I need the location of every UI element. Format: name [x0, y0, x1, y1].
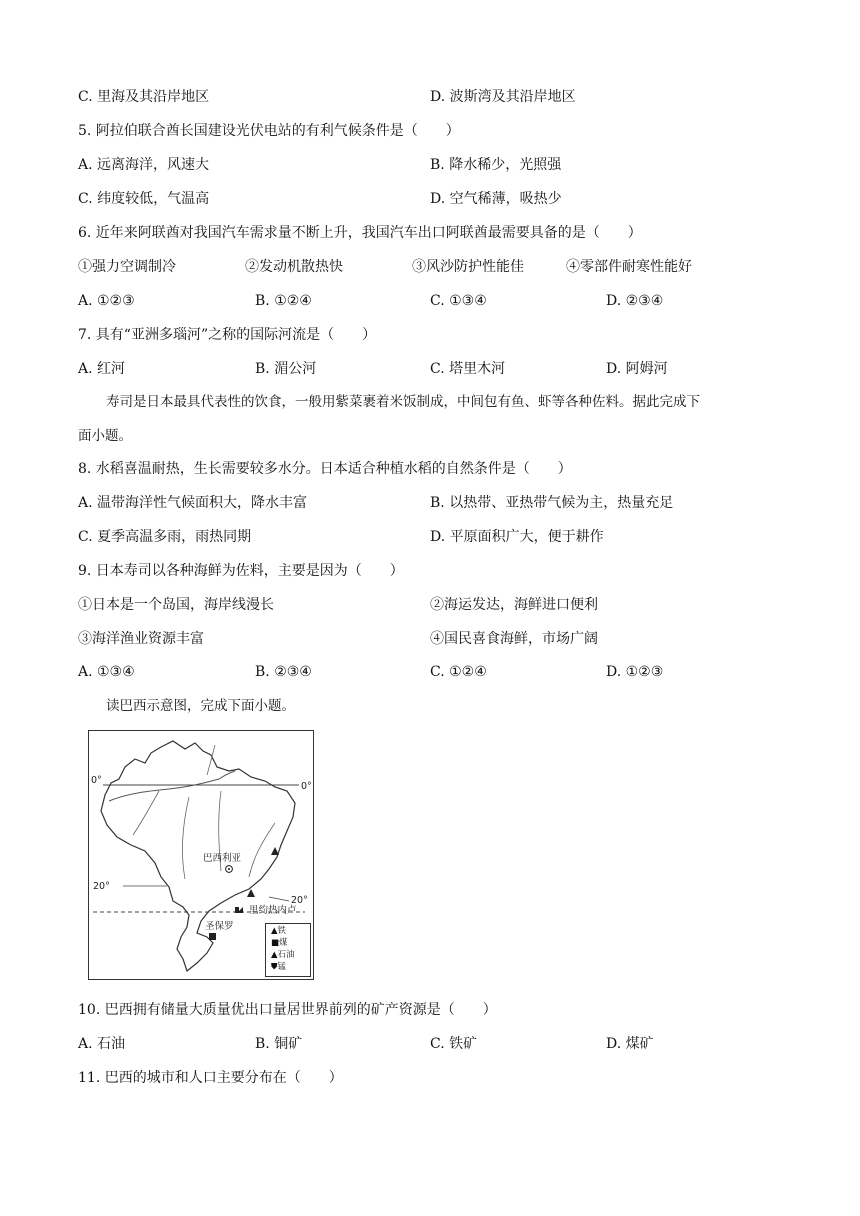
q4-option-c: C. 里海及其沿岸地区 — [78, 89, 210, 105]
oil-deposit-icon — [271, 847, 279, 855]
q9-option-b: B. ②③④ — [255, 664, 312, 680]
q4-option-d: D. 波斯湾及其沿岸地区 — [430, 89, 576, 105]
equator-label-left: 0° — [91, 775, 102, 786]
sao-francisco-river — [249, 823, 275, 877]
manganese-deposit-icon — [235, 907, 243, 913]
q6-item-2: ②发动机散热快 — [245, 259, 343, 275]
city-label-brasilia: 巴西利亚 — [203, 853, 242, 864]
q9-option-d: D. ①②③ — [606, 664, 664, 680]
q10-option-a: A. 石油 — [78, 1036, 126, 1052]
legend-manganese-icon: ⛊ — [271, 962, 278, 972]
equator-label-right: 0° — [301, 781, 312, 792]
brazil-map — [88, 730, 314, 980]
question-10-stem: 10. 巴西拥有储量大质量优出口量居世界前列的矿产资源是（ ） — [78, 1002, 497, 1018]
q7-option-b: B. 湄公河 — [255, 361, 317, 377]
q8-option-b: B. 以热带、亚热带气候为主，热量充足 — [430, 495, 674, 511]
q6-option-c: C. ①③④ — [430, 293, 487, 309]
latitude-20-label-left: 20° — [93, 881, 110, 892]
q9-option-a: A. ①③④ — [78, 664, 135, 680]
brasilia-capital-dot — [228, 868, 230, 870]
q5-option-b: B. 降水稀少，光照强 — [430, 157, 562, 173]
q6-option-a: A. ①②③ — [78, 293, 135, 309]
legend-item-iron: ▲铁 — [271, 926, 287, 936]
q6-option-b: B. ①②④ — [255, 293, 312, 309]
q7-option-c: C. 塔里木河 — [430, 361, 506, 377]
tributary-2 — [182, 797, 189, 879]
q5-option-d: D. 空气稀薄，吸热少 — [430, 191, 562, 207]
q10-option-b: B. 铜矿 — [255, 1036, 303, 1052]
q8-option-c: C. 夏季高温多雨，雨热同期 — [78, 529, 252, 545]
question-5-stem: 5. 阿拉伯联合酋长国建设光伏电站的有利气候条件是（ ） — [78, 123, 460, 139]
q6-item-1: ①强力空调制冷 — [78, 259, 176, 275]
question-8-stem: 8. 水稻喜温耐热，生长需要较多水分。日本适合种植水稻的自然条件是（ ） — [78, 461, 572, 477]
q6-option-d: D. ②③④ — [606, 293, 664, 309]
q7-option-a: A. 红河 — [78, 361, 126, 377]
legend-iron-icon: ▲ — [271, 926, 278, 936]
amazon-river — [109, 771, 235, 801]
question-11-stem: 11. 巴西的城市和人口主要分布在（ ） — [78, 1070, 343, 1086]
q6-item-4: ④零部件耐寒性能好 — [566, 259, 692, 275]
q10-option-c: C. 铁矿 — [430, 1036, 478, 1052]
passage-sushi-line-1: 寿司是日本最具代表性的饮食，一般用紫菜裹着米饭制成，中间包有鱼、虾等各种佐料。据此完成下 — [106, 394, 700, 410]
city-label-sao-paulo: 圣保罗 — [205, 921, 234, 932]
question-6-stem: 6. 近年来阿联酋对我国汽车需求量不断上升，我国汽车出口阿联酋最需要具备的是（ ） — [78, 225, 642, 241]
tributary-1 — [133, 791, 159, 835]
q9-option-c: C. ①②④ — [430, 664, 487, 680]
q5-option-c: C. 纬度较低，气温高 — [78, 191, 210, 207]
q9-item-3: ③海洋渔业资源丰富 — [78, 631, 204, 647]
coal-deposit-icon — [209, 933, 216, 940]
question-7-stem: 7. 具有“亚洲多瑙河”之称的国际河流是（ ） — [78, 327, 377, 343]
latitude-20-label-right: 20° — [291, 895, 308, 906]
legend-item-manganese: ⛊锰 — [271, 962, 286, 972]
q10-option-d: D. 煤矿 — [606, 1036, 654, 1052]
q8-option-a: A. 温带海洋性气候面积大，降水丰富 — [78, 495, 308, 511]
passage-sushi-line-2: 面小题。 — [78, 428, 132, 444]
q9-item-2: ②海运发达，海鲜进口便利 — [430, 597, 598, 613]
q7-option-d: D. 阿姆河 — [606, 361, 668, 377]
q8-option-d: D. 平原面积广大，便于耕作 — [430, 529, 604, 545]
legend-coal-icon: ■ — [271, 938, 280, 948]
question-9-stem: 9. 日本寿司以各种海鲜为佐料，主要是因为（ ） — [78, 563, 404, 579]
legend-item-oil: ▲石油 — [271, 950, 295, 960]
passage-brazil: 读巴西示意图，完成下面小题。 — [106, 698, 295, 714]
map-legend — [265, 923, 311, 977]
q9-item-4: ④国民喜食海鲜，市场广阔 — [430, 631, 598, 647]
legend-oil-icon: ▲ — [271, 950, 278, 960]
q6-item-3: ③风沙防护性能佳 — [412, 259, 524, 275]
q5-option-a: A. 远离海洋，风速大 — [78, 157, 210, 173]
q9-item-1: ①日本是一个岛国，海岸线漫长 — [78, 597, 274, 613]
city-label-rio: 里约热内卢 — [249, 905, 297, 916]
legend-item-coal: ■煤 — [271, 938, 288, 948]
iron-deposit-icon — [247, 889, 255, 897]
latitude-20-line-right — [269, 897, 289, 901]
